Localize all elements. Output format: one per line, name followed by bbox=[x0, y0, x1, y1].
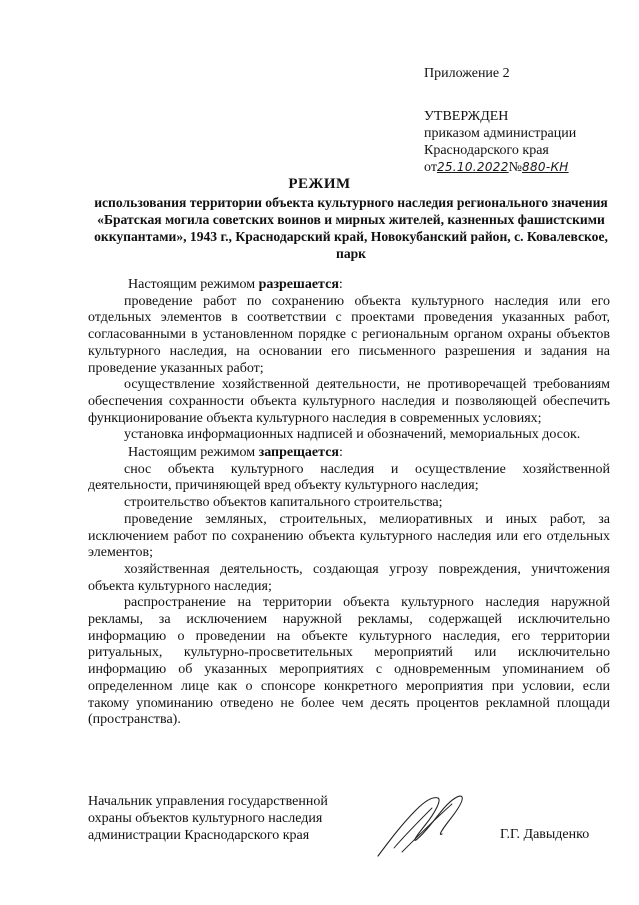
prohibited-item: проведение земляных, строительных, мелиоративных и иных работ, за исключением работ по сохранению объекта культурного наследия или его отдельных элементов; bbox=[88, 511, 610, 561]
position-line-3: администрации Краснодарского края bbox=[88, 828, 310, 843]
position-line-1: Начальник управления государственной bbox=[88, 794, 328, 809]
permitted-item: проведение работ по сохранению объекта культурного наследия или его отдельных элементов в соответствии с проектами проведения указанных работ, согласованными в установленном порядке с региональным органом охраны объектов культурного наследия, на основании его письменного разрешения и задания на проведение указанных работ; bbox=[88, 293, 610, 376]
document-body bbox=[88, 276, 610, 729]
permitted-item: осуществление хозяйственной деятельности, не противоречащей требованиям обеспечения сохранности объекта культурного наследия и позволяющей обеспечить функционирование объекта культурного наследия в современных условиях; bbox=[88, 377, 610, 426]
number-sign: № bbox=[508, 160, 523, 175]
permitted-lead-text: Настоящим режимом bbox=[128, 277, 259, 292]
handwritten-order-number: 880-КН bbox=[522, 160, 569, 174]
prohibited-item: распространение на территории объекта культурного наследия наружной рекламы, за исключением наружной рекламы, содержащей исключительно информацию о проведении на объекте культурного наследия, его территории ритуальных, культурно-просветительных мероприятий или исключительно информацию об указанных мероприятиях с одновременным упоминанием об определенном лице как о спонсоре конкретного мероприятия при условии, если такому упоминанию отведено не более чем десять процентов рекламной площади (пространства). bbox=[88, 595, 610, 728]
document-subtitle: использования территории объекта культурного наследия регионального значения «Братская могила советских воинов и мирных жителей, казненных фашистскими оккупантами», 1943 г., Краснодарский край, Новокубанский район, с. Ковалевское, парк bbox=[94, 195, 608, 261]
prohibited-lead-text: Настоящим режимом bbox=[128, 445, 259, 461]
prohibited-item: хозяйственная деятельность, создающая угрозу повреждения, уничтожения объекта культурного наследия; bbox=[88, 561, 610, 594]
date-prefix: от bbox=[424, 160, 437, 175]
approval-stamp bbox=[424, 108, 576, 176]
prohibited-item: снос объекта культурного наследия и осуществление хозяйственной деятельности, причиняющей вред объекту культурного наследия; bbox=[88, 461, 610, 494]
approved-by-order-line-1: приказом администрации bbox=[424, 126, 577, 141]
handwritten-signature bbox=[372, 790, 472, 862]
signatory-position bbox=[88, 793, 328, 844]
position-line-2: охраны объектов культурного наследия bbox=[88, 811, 323, 826]
appendix-label: Приложение 2 bbox=[424, 66, 510, 81]
signatory-name: Г.Г. Давыденко bbox=[500, 827, 590, 842]
approval-date-line bbox=[424, 159, 576, 176]
permitted-colon: : bbox=[338, 277, 343, 292]
prohibited-lead bbox=[88, 445, 610, 462]
permitted-item: установка информационных надписей и обозначений, мемориальных досок. bbox=[124, 427, 581, 443]
document-title: РЕЖИМ bbox=[288, 176, 351, 192]
prohibited-keyword: запрещается bbox=[258, 445, 339, 461]
approved-heading: УТВЕРЖДЕН bbox=[424, 109, 509, 124]
prohibited-colon: : bbox=[339, 445, 343, 461]
handwritten-date: 25.10.2022 bbox=[436, 160, 509, 174]
approved-by-order-line-2: Краснодарского края bbox=[424, 143, 549, 158]
prohibited-item: строительство объектов капитального строительства; bbox=[124, 495, 443, 511]
permitted-lead bbox=[88, 277, 610, 294]
permitted-keyword: разрешается bbox=[258, 277, 339, 292]
